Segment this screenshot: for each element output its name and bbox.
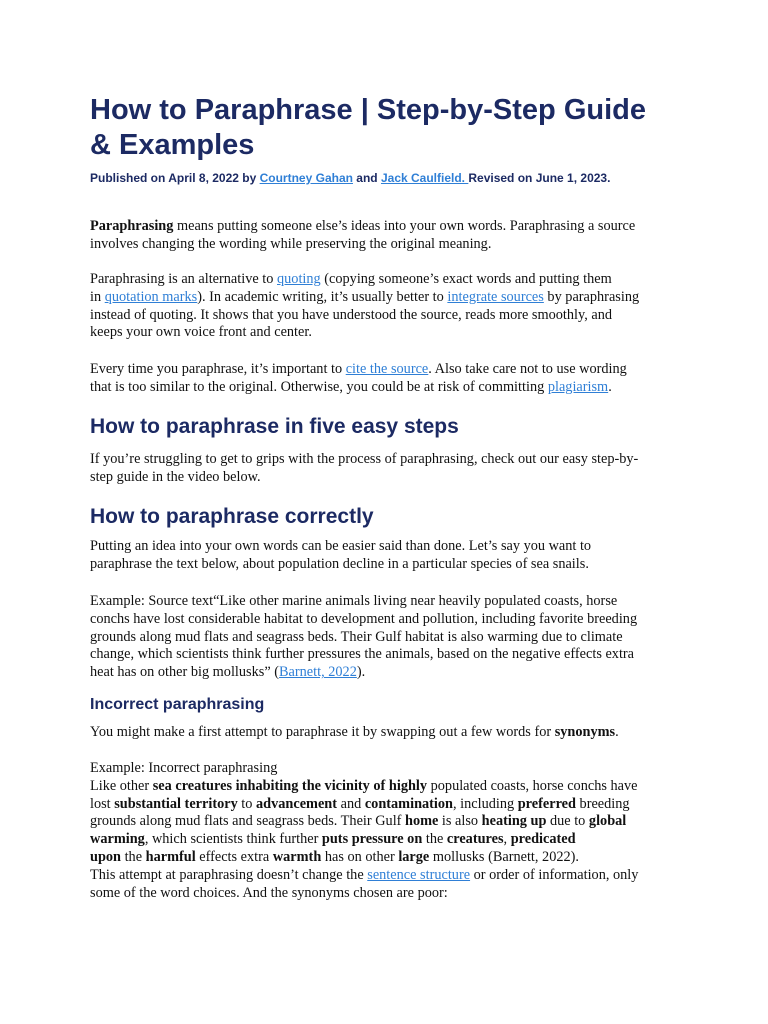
text-run: has on other xyxy=(321,848,399,865)
text-line xyxy=(90,724,690,742)
text-run: conchs have lost considerable habitat to development and pollution, including favorite breeding xyxy=(90,610,638,627)
text-run: paraphrase the text below, about population decline in a particular species of sea snails. xyxy=(90,555,589,572)
bold-text: sea creatures inhabiting the vicinity of highly xyxy=(152,777,428,794)
quoting-paragraph xyxy=(90,271,690,342)
text-run: This attempt at paraphrasing doesn’t change the xyxy=(90,866,368,883)
text-line xyxy=(90,813,690,831)
incorrect-paraphrase-example xyxy=(90,760,690,902)
inline-link[interactable]: integrate sources xyxy=(447,288,544,305)
text-line xyxy=(90,324,690,342)
text-run: . xyxy=(608,378,612,395)
inline-link[interactable]: quoting xyxy=(277,271,321,287)
text-run: instead of quoting. It shows that you have understood the source, reads more smoothly, and xyxy=(90,306,612,323)
text-run: Example: Incorrect paraphrasing xyxy=(90,760,278,776)
text-run: Example: Source text“Like other marine animals living near heavily populated coasts, horse xyxy=(90,593,618,609)
text-run: some of the word choices. And the synonyms chosen are poor: xyxy=(90,884,448,901)
text-line xyxy=(90,538,690,556)
bold-text: large xyxy=(398,848,430,865)
publication-info xyxy=(90,171,690,185)
section-heading-correctly xyxy=(90,504,690,530)
bold-text: warmth xyxy=(272,848,322,865)
text-run: lost xyxy=(90,795,115,812)
text-run: by paraphrasing xyxy=(543,288,640,305)
inline-link[interactable]: plagiarism xyxy=(547,378,609,395)
text-line xyxy=(90,593,690,611)
bold-text: upon xyxy=(90,848,122,865)
text-line xyxy=(90,469,690,487)
text-run: step guide in the video below. xyxy=(90,468,261,485)
author-link-courtney-gahan[interactable]: Courtney Gahan xyxy=(259,171,353,185)
bold-text: advancement xyxy=(256,795,338,812)
text-line xyxy=(90,831,690,849)
text-line xyxy=(90,849,690,867)
text-run: grounds along mud flats and seagrass beds. Their Gulf habitat is also warming due to climate xyxy=(90,628,623,645)
text-run: If you’re struggling to get to grips with the process of paraphrasing, check out our easy step-by- xyxy=(90,451,639,467)
text-run: and xyxy=(337,795,365,812)
author-link-jack-caulfield[interactable]: Jack Caulfield. xyxy=(380,171,469,185)
text-line xyxy=(90,379,690,397)
text-run: keeps your own voice front and center. xyxy=(90,324,312,341)
text-run: heat has on other big mollusks” ( xyxy=(90,664,280,681)
text-run: ). xyxy=(356,664,366,681)
heading-text: How to paraphrase in five easy steps xyxy=(90,415,459,438)
text-run: Every time you paraphrase, it’s important to xyxy=(90,361,346,377)
text-run: to xyxy=(237,795,257,812)
text-run: Putting an idea into your own words can be easier said than done. Let’s say you want to xyxy=(90,538,592,554)
text-run: . Also take care not to use wording xyxy=(428,361,627,377)
bold-text: preferred xyxy=(517,795,576,812)
text-run: or order of information, only xyxy=(470,866,639,883)
text-line xyxy=(90,778,690,796)
bold-text: harmful xyxy=(145,848,196,865)
text-run: (copying someone’s exact words and putting them xyxy=(320,271,612,287)
bold-text: puts pressure on xyxy=(321,831,423,848)
text-line xyxy=(90,271,690,289)
text-line xyxy=(90,556,690,574)
text-run: is also xyxy=(438,813,482,830)
inline-link[interactable]: sentence structure xyxy=(367,866,471,883)
text-line xyxy=(90,796,690,814)
text-run: . xyxy=(615,724,619,740)
page-title xyxy=(90,93,690,163)
synonyms-paragraph xyxy=(90,724,690,742)
text-run: populated coasts, horse conchs have xyxy=(427,777,638,794)
text-run: the xyxy=(121,848,146,865)
bold-text: predicated xyxy=(510,831,576,848)
bold-text: creatures xyxy=(446,831,504,848)
source-text-example xyxy=(90,593,690,682)
text-line xyxy=(90,289,690,307)
bold-text: heating up xyxy=(481,813,547,830)
text-run: due to xyxy=(546,813,589,830)
text-run: grounds along mud flats and seagrass beds. Their Gulf xyxy=(90,813,405,830)
text-run: , including xyxy=(453,795,518,812)
text-run: You might make a first attempt to paraphrase it by swapping out a few words for xyxy=(90,724,555,740)
section-heading-five-steps xyxy=(90,415,690,439)
subheading-incorrect-paraphrasing xyxy=(90,696,690,714)
text-run: that is too similar to the original. Otherwise, you could be at risk of committing xyxy=(90,378,548,395)
steps-paragraph xyxy=(90,451,690,487)
bold-text: contamination xyxy=(364,795,453,812)
text-run: breeding xyxy=(575,795,630,812)
text-line xyxy=(90,451,690,469)
correctly-paragraph xyxy=(90,538,690,574)
text-line xyxy=(90,629,690,647)
text-line xyxy=(90,664,690,682)
text-run: , which scientists think further xyxy=(144,831,322,848)
text-line xyxy=(90,218,690,236)
bold-text: synonyms xyxy=(554,724,616,740)
text-line xyxy=(90,236,690,254)
text-run: means putting someone else’s ideas into your own words. Paraphrasing a source xyxy=(173,218,636,234)
text-run: ). In academic writing, it’s usually better to xyxy=(197,288,448,305)
title-line: How to Paraphrase | Step-by-Step Guide xyxy=(90,94,646,126)
inline-link[interactable]: quotation marks xyxy=(104,288,198,305)
text-run: involves changing the wording while preserving the original meaning. xyxy=(90,235,492,252)
revised-date: Revised on June 1, 2023. xyxy=(468,171,611,185)
citation-paragraph xyxy=(90,361,690,397)
bold-text: Paraphrasing xyxy=(90,218,174,234)
text-line xyxy=(90,611,690,629)
heading-text: How to paraphrase correctly xyxy=(90,505,374,528)
text-line xyxy=(90,307,690,325)
text-line xyxy=(90,867,690,885)
meta-and: and xyxy=(352,171,381,185)
text-line xyxy=(90,885,690,903)
heading-text: Incorrect paraphrasing xyxy=(90,696,265,713)
inline-link[interactable]: cite the source xyxy=(345,361,429,377)
bold-text: global xyxy=(588,813,627,830)
text-run: Paraphrasing is an alternative to xyxy=(90,271,277,287)
inline-link[interactable]: Barnett, 2022 xyxy=(279,664,357,681)
text-run: in xyxy=(90,288,105,305)
text-run: , xyxy=(503,831,511,848)
published-date: Published on April 8, 2022 by xyxy=(90,171,260,185)
bold-text: home xyxy=(405,813,439,830)
intro-paragraph xyxy=(90,218,690,254)
bold-text: warming xyxy=(90,831,145,848)
text-line xyxy=(90,361,690,379)
text-run: the xyxy=(422,831,447,848)
bold-text: substantial territory xyxy=(114,795,238,812)
title-line: & Examples xyxy=(90,129,255,161)
text-run: Like other xyxy=(90,777,153,794)
text-run: effects extra xyxy=(195,848,273,865)
text-run: change, which scientists think further pressures the animals, based on the negative effects extra xyxy=(90,646,635,663)
text-line xyxy=(90,760,690,778)
text-run: mollusks (Barnett, 2022). xyxy=(429,848,579,865)
text-line xyxy=(90,646,690,664)
